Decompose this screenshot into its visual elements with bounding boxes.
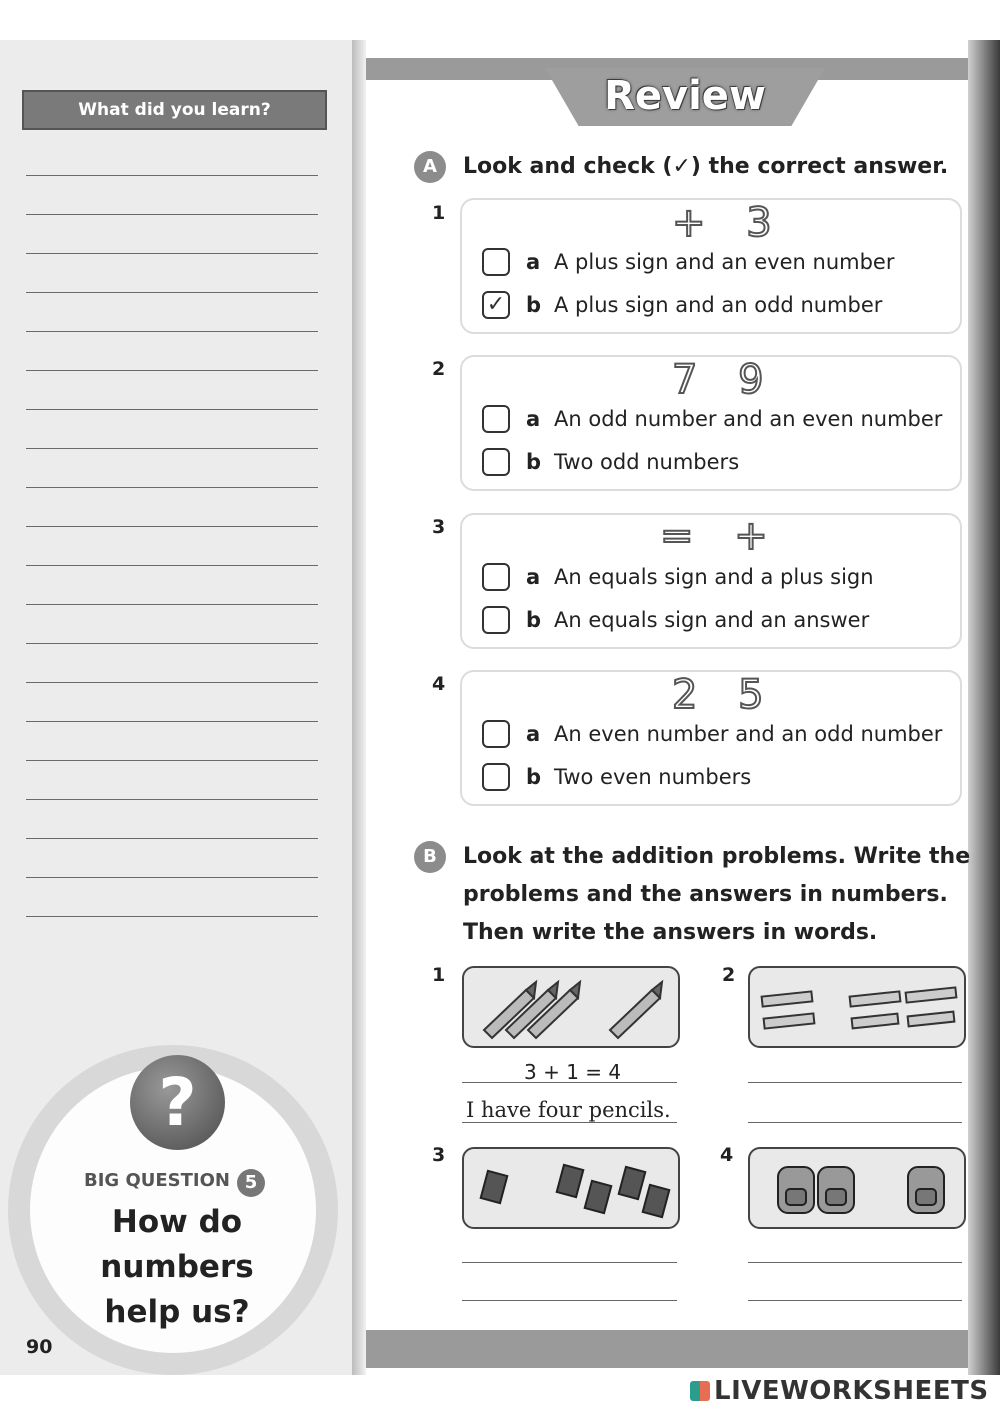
note-line-10[interactable]: [26, 526, 318, 527]
note-line-11[interactable]: [26, 565, 318, 566]
answer-line[interactable]: [748, 1262, 962, 1263]
option-letter: b: [526, 608, 542, 632]
question-mark-icon: ?: [130, 1055, 225, 1150]
checkbox[interactable]: [482, 448, 510, 476]
checkbox[interactable]: [482, 248, 510, 276]
problem-number: 4: [720, 1144, 734, 1166]
note-line-3[interactable]: [26, 253, 318, 254]
problem-number: 2: [722, 964, 736, 986]
answer-line[interactable]: [748, 1300, 962, 1301]
option-text: A plus sign and an even number: [554, 250, 895, 274]
answer-line[interactable]: [462, 1122, 677, 1123]
note-line-4[interactable]: [26, 292, 318, 293]
question-symbols: + 3: [672, 200, 786, 246]
checkbox[interactable]: [482, 763, 510, 791]
note-line-16[interactable]: [26, 760, 318, 761]
option-letter: b: [526, 450, 542, 474]
backpacks-picture: [748, 1147, 966, 1229]
book-spine: [352, 40, 366, 1375]
liveworksheets-logo[interactable]: [690, 1376, 989, 1406]
note-line-9[interactable]: [26, 487, 318, 488]
option-text: An odd number and an even number: [554, 407, 943, 431]
question-number: 2: [432, 358, 446, 380]
pencils-picture: [462, 966, 680, 1048]
check-mark-icon: ✓: [486, 292, 506, 317]
section-b-instruction-line-2: problems and the answers in numbers.: [463, 882, 948, 907]
note-line-2[interactable]: [26, 214, 318, 215]
checkbox[interactable]: [482, 720, 510, 748]
note-line-6[interactable]: [26, 370, 318, 371]
pencils-icon: [464, 968, 678, 1046]
option-letter: a: [526, 407, 541, 431]
question-symbols: 7 9: [672, 357, 778, 403]
answer-line[interactable]: [462, 1300, 677, 1301]
section-b-instruction-line-1: Look at the addition problems. Write the: [463, 844, 971, 869]
option-text: An equals sign and a plus sign: [554, 565, 874, 589]
note-line-14[interactable]: [26, 682, 318, 683]
question-symbols: = +: [660, 513, 782, 559]
question-number: 1: [432, 202, 446, 224]
question-symbols: 2 5: [672, 672, 778, 718]
note-line-8[interactable]: [26, 448, 318, 449]
question-number: 4: [432, 673, 446, 695]
option-text: An even number and an odd number: [554, 722, 943, 746]
option-text: A plus sign and an odd number: [554, 293, 883, 317]
rulers-icon: [750, 968, 964, 1046]
big-question-label: BIG QUESTION: [84, 1170, 230, 1191]
page-number: 90: [26, 1336, 53, 1358]
big-question-text: How do numbers help us?: [100, 1204, 254, 1330]
note-line-18[interactable]: [26, 838, 318, 839]
checkbox-checked[interactable]: [482, 291, 510, 319]
option-letter: b: [526, 765, 542, 789]
option-letter: b: [526, 293, 542, 317]
option-letter: a: [526, 250, 541, 274]
option-letter: a: [526, 722, 541, 746]
backpacks-icon: [750, 1149, 964, 1227]
checkbox[interactable]: [482, 405, 510, 433]
section-a-instruction: Look and check (✓) the correct answer.: [463, 154, 949, 179]
section-b-badge: B: [414, 841, 446, 873]
erasers-icon: [464, 1149, 678, 1227]
page-edge-shadow: [968, 40, 1000, 1375]
section-b-instruction-line-3: Then write the answers in words.: [463, 920, 878, 945]
note-line-7[interactable]: [26, 409, 318, 410]
page-title: Review: [604, 73, 766, 119]
note-line-1[interactable]: [26, 175, 318, 176]
bottom-decor-strip: [366, 1330, 971, 1368]
option-text: Two odd numbers: [554, 450, 740, 474]
logo-mark-icon: [690, 1381, 710, 1401]
checkbox[interactable]: [482, 563, 510, 591]
problem-number: 3: [432, 1144, 446, 1166]
answer-line[interactable]: [462, 1262, 677, 1263]
note-line-17[interactable]: [26, 799, 318, 800]
what-did-you-learn-banner: What did you learn?: [22, 90, 327, 130]
checkbox[interactable]: [482, 606, 510, 634]
note-line-12[interactable]: [26, 604, 318, 605]
note-line-19[interactable]: [26, 877, 318, 878]
equation-answer: 3 + 1 = 4: [524, 1060, 622, 1084]
sentence-answer: I have four pencils.: [466, 1098, 671, 1122]
note-line-5[interactable]: [26, 331, 318, 332]
erasers-picture: [462, 1147, 680, 1229]
note-line-13[interactable]: [26, 643, 318, 644]
answer-line[interactable]: [748, 1122, 962, 1123]
brand-name: LIVEWORKSHEETS: [714, 1376, 989, 1406]
rulers-picture: [748, 966, 966, 1048]
note-line-15[interactable]: [26, 721, 318, 722]
option-text: An equals sign and an answer: [554, 608, 870, 632]
option-text: Two even numbers: [554, 765, 752, 789]
big-question-number: 5: [237, 1169, 265, 1197]
option-letter: a: [526, 565, 541, 589]
section-a-badge: A: [414, 151, 446, 183]
problem-number: 1: [432, 964, 446, 986]
question-number: 3: [432, 516, 446, 538]
note-line-20[interactable]: [26, 916, 318, 917]
answer-line[interactable]: [748, 1082, 962, 1083]
